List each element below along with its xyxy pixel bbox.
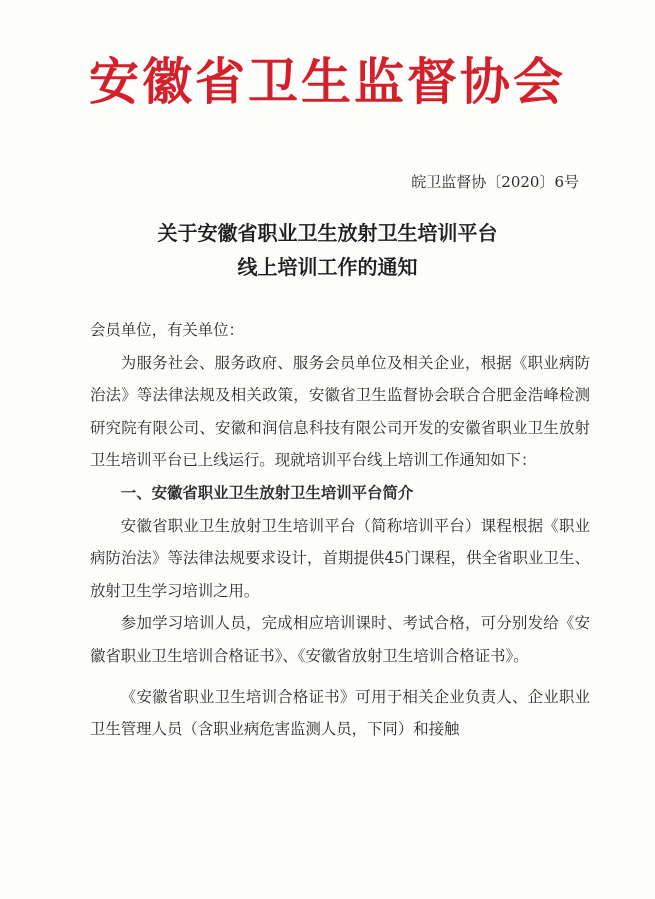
document-number: 皖卫监督协〔2020〕6号 [411,173,579,191]
section-1-heading: 一、安徽省职业卫生放射卫生培训平台简介 [120,483,414,502]
salutation: 会员单位，有关单位： [90,321,244,339]
document-body [90,314,590,746]
document-title-line-1: 关于安徽省职业卫生放射卫生培训平台 [157,221,498,245]
section-1-paragraph-1: 安徽省职业卫生放射卫生培训平台（简称培训平台）课程根据《职业病防治法》等法律法规要求设计，首期提供45门课程，供全省职业卫生、放射卫生学习培训之用。 [90,516,590,600]
intro-paragraph: 为服务社会、服务政府、服务会员单位及相关企业，根据《职业病防治法》等法律法规及相关政策，安徽省卫生监督协会联合合肥金浩峰检测研究院有限公司、安徽和润信息科技有限公司开发的安徽省职业卫生放射卫生培训平台已上线运行。现就培训平台线上培训工作通知如下： [90,353,590,470]
section-1-paragraph-2: 参加学习培训人员，完成相应培训课时、考试合格，可分别发给《安徽省职业卫生培训合格证书》、《安徽省放射卫生培训合格证书》。 [90,614,590,665]
document-title [0,216,655,284]
section-1-paragraph-3: 《安徽省职业卫生培训合格证书》可用于相关企业负责人、企业职业卫生管理人员（含职业病危害监测人员，下同）和接触 [90,687,590,739]
document-title-line-2: 线上培训工作的通知 [237,255,418,279]
letterhead-org-name: 安徽省卫生监督协会 [89,53,566,111]
